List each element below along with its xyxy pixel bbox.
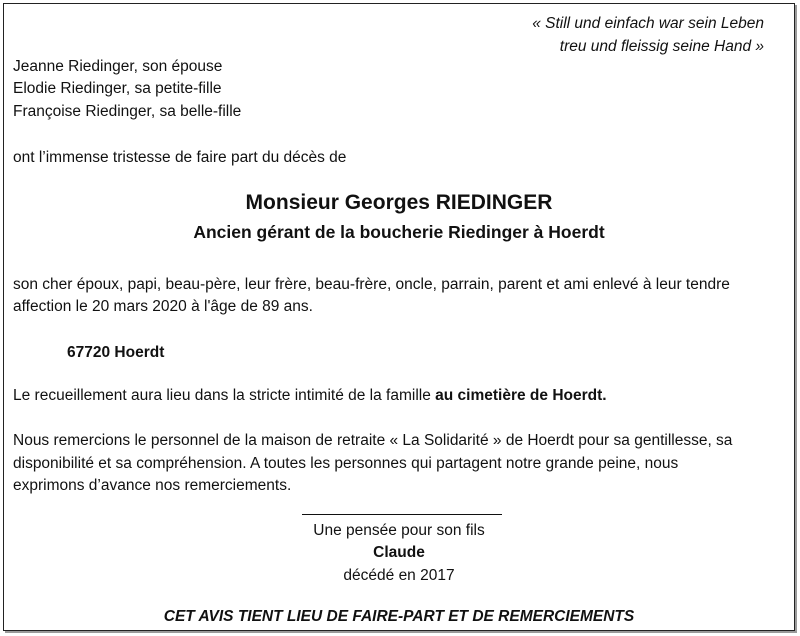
family-member-1: Jeanne Riedinger, son épouse: [13, 58, 223, 75]
announcement: ont l’immense tristesse de faire part du décès de: [13, 149, 347, 166]
memorial-date: décédé en 2017: [343, 567, 455, 584]
thanks-line-2: disponibilité et sa compréhension. A toutes les personnes qui partagent notre grande peine, nous: [13, 455, 679, 472]
thanks-line-3: exprimons d’avance nos remerciements.: [13, 477, 292, 494]
ceremony-location: au cimetière de Hoerdt.: [435, 387, 607, 404]
memorial-line: Une pensée pour son fils: [313, 522, 485, 539]
quote-line-1: « Still und einfach war sein Leben: [532, 15, 764, 32]
obituary-notice: [3, 3, 795, 631]
footer-notice: CET AVIS TIENT LIEU DE FAIRE-PART ET DE REMERCIEMENTS: [163, 608, 635, 625]
deceased-title: Ancien gérant de la boucherie Riedinger à Hoerdt: [193, 222, 605, 242]
ceremony-text: Le recueillement aura lieu dans la stricte intimité de la famille: [13, 387, 436, 404]
thanks-line-1: Nous remercions le personnel de la maison de retraite « La Solidarité » de Hoerdt pour sa gentillesse, sa: [13, 432, 733, 449]
deceased-name: Monsieur Georges RIEDINGER: [245, 191, 553, 214]
divider: [302, 514, 502, 515]
bio-line-1: son cher époux, papi, beau-père, leur frère, beau-frère, oncle, parrain, parent et ami enlevé à leur tendre: [13, 276, 730, 293]
bio-line-2: affection le 20 mars 2020 à l'âge de 89 ans.: [13, 298, 313, 315]
memorial-name: Claude: [373, 544, 425, 561]
family-member-2: Elodie Riedinger, sa petite-fille: [13, 80, 222, 97]
address: 67720 Hoerdt: [67, 344, 165, 361]
family-member-3: Françoise Riedinger, sa belle-fille: [13, 103, 242, 120]
ceremony: [13, 386, 607, 406]
quote-line-2: treu und fleissig seine Hand »: [559, 38, 764, 55]
